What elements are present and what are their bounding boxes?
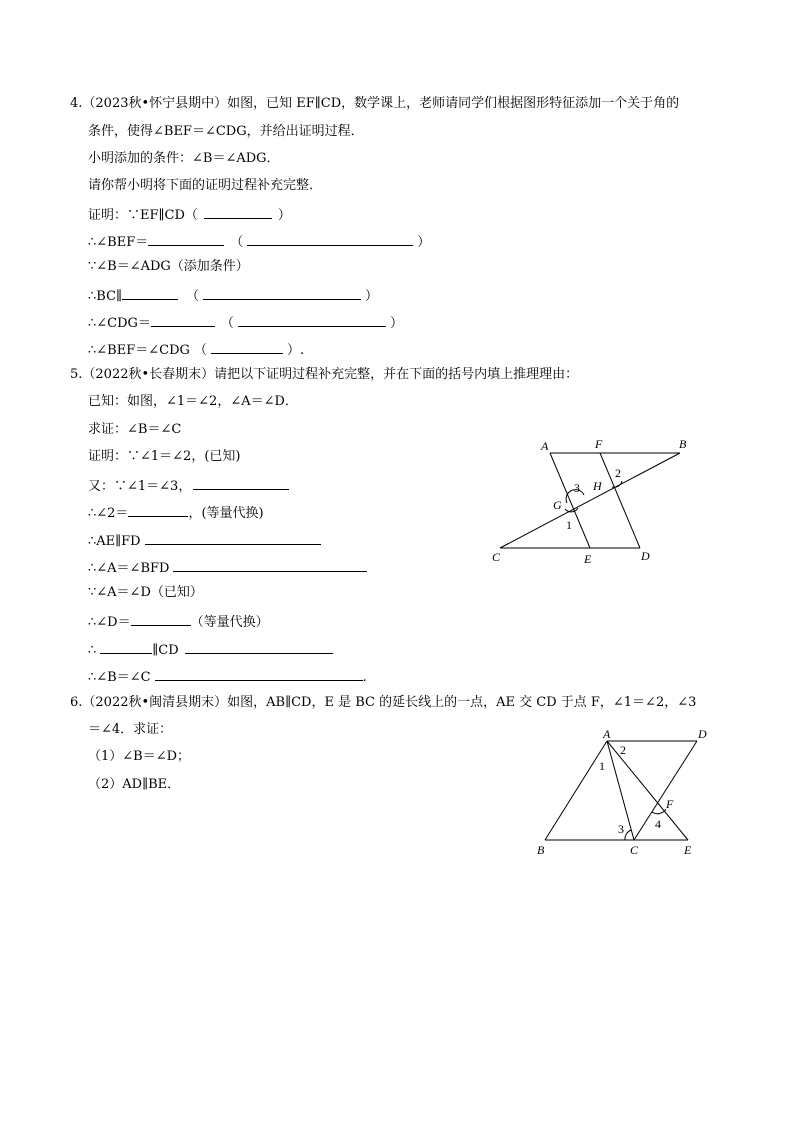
q5-line-8 bbox=[88, 558, 367, 577]
reason-blank[interactable] bbox=[203, 286, 361, 300]
q5-line-5 bbox=[88, 476, 289, 495]
q4-line-2: 条件，使得∠BEF＝∠CDG，并给出证明过程． bbox=[88, 124, 364, 139]
q5-line-10 bbox=[88, 612, 269, 631]
q6-figure bbox=[530, 722, 720, 860]
label-angle-1: 1 bbox=[566, 518, 572, 532]
q4-proof-2-close: ） bbox=[417, 235, 431, 250]
q5-line-11-text: ∴ bbox=[88, 643, 97, 658]
reason-blank[interactable] bbox=[155, 667, 363, 681]
label-E: E bbox=[584, 552, 592, 566]
reason-blank[interactable] bbox=[185, 640, 333, 654]
reason-blank[interactable] bbox=[247, 232, 413, 246]
q5-figure bbox=[480, 430, 710, 575]
q5-line-12 bbox=[88, 667, 367, 686]
label-angle-3: 3 bbox=[618, 822, 624, 836]
answer-blank[interactable] bbox=[151, 313, 215, 327]
label-C: C bbox=[492, 550, 501, 564]
q5-line-11-tail: ∥CD bbox=[152, 643, 179, 658]
q4-line-3: 小明添加的条件：∠B＝∠ADG． bbox=[88, 151, 280, 166]
q4-proof-1-close: ） bbox=[277, 208, 291, 223]
q5-line-4: 证明：∵∠1＝∠2，(已知) bbox=[88, 449, 241, 464]
reason-blank[interactable] bbox=[238, 313, 386, 327]
label-H: H bbox=[593, 479, 602, 493]
q4-proof-5 bbox=[88, 313, 403, 332]
answer-blank[interactable] bbox=[204, 205, 272, 219]
q5-line-12-end: . bbox=[362, 670, 367, 685]
q4-line-1: 4.（2023秋•怀宁县期中）如图，已知 EF∥CD，数学课上，老师请同学们根据图形特征添加一个关于角的 bbox=[70, 96, 680, 111]
q4-proof-6-text: ∴∠BEF＝∠CDG （ bbox=[88, 343, 208, 358]
answer-blank[interactable] bbox=[131, 612, 191, 626]
label-F: F bbox=[666, 797, 674, 811]
q5-line-3: 求证：∠B＝∠C bbox=[88, 422, 182, 437]
q4-proof-5-open: （ bbox=[220, 316, 234, 331]
label-angle-2: 2 bbox=[615, 466, 621, 480]
reason-blank[interactable] bbox=[211, 340, 283, 354]
answer-blank[interactable] bbox=[128, 503, 188, 517]
label-angle-2: 2 bbox=[620, 743, 626, 757]
label-angle-3: 3 bbox=[574, 481, 580, 495]
q4-proof-1-text: 证明：∵EF∥CD（ bbox=[88, 208, 198, 223]
q5-line-11 bbox=[88, 640, 333, 659]
reason-blank[interactable] bbox=[173, 558, 367, 572]
q5-line-7-text: ∴AE∥FD bbox=[88, 534, 141, 549]
q6-line-4: （2）AD∥BE． bbox=[88, 777, 181, 792]
q4-proof-2-open: （ bbox=[230, 235, 244, 250]
q5-line-6 bbox=[88, 503, 264, 522]
q4-proof-4 bbox=[88, 286, 378, 305]
q4-proof-2 bbox=[88, 232, 430, 251]
label-F: F bbox=[595, 437, 603, 451]
q4-proof-4-close: ） bbox=[365, 289, 379, 304]
answer-blank[interactable] bbox=[193, 476, 289, 490]
label-G: G bbox=[553, 498, 562, 512]
q5-line-6-text: ∴∠2＝ bbox=[88, 506, 129, 521]
q5-line-8-text: ∴∠A＝∠BFD bbox=[88, 561, 170, 576]
label-A: A bbox=[541, 439, 549, 453]
q4-proof-3: ∵∠B＝∠ADG（添加条件） bbox=[88, 259, 249, 274]
label-A: A bbox=[603, 727, 611, 741]
label-D: D bbox=[698, 727, 707, 741]
q5-line-10-reason: （等量代换） bbox=[190, 615, 269, 630]
q4-proof-6-close: ）. bbox=[287, 343, 305, 358]
q5-line-7 bbox=[88, 531, 321, 550]
q5-line-2: 已知：如图，∠1＝∠2，∠A＝∠D． bbox=[88, 394, 298, 409]
q4-proof-5-text: ∴∠CDG＝ bbox=[88, 316, 151, 331]
label-angle-1: 1 bbox=[599, 759, 605, 773]
q5-line-6-reason: ，(等量代换) bbox=[188, 506, 264, 521]
q4-proof-6 bbox=[88, 340, 304, 359]
label-B: B bbox=[679, 437, 687, 451]
q5-line-10-text: ∴∠D＝ bbox=[88, 615, 131, 630]
segment-AB bbox=[545, 741, 607, 840]
q5-line-9: ∵∠A＝∠D（已知） bbox=[88, 585, 203, 600]
segment-BC bbox=[500, 453, 680, 548]
q4-proof-4-text: ∴BC∥ bbox=[88, 289, 123, 304]
label-D: D bbox=[641, 549, 650, 563]
q5-line-12-text: ∴∠B＝∠C bbox=[88, 670, 151, 685]
answer-blank[interactable] bbox=[148, 232, 224, 246]
label-C: C bbox=[630, 843, 639, 857]
q4-proof-5-close: ） bbox=[389, 316, 403, 331]
q6-line-1: 6.（2022秋•闽清县期末）如图，AB∥CD，E 是 BC 的延长线上的一点，AE 交 CD 于点 F，∠1＝∠2，∠3 bbox=[70, 695, 697, 710]
label-E: E bbox=[684, 843, 692, 857]
label-B: B bbox=[537, 843, 545, 857]
segment-CD bbox=[634, 741, 697, 840]
q5-line-1: 5.（2022秋•长春期末）请把以下证明过程补充完整，并在下面的括号内填上推理理由： bbox=[70, 367, 579, 382]
reason-blank[interactable] bbox=[145, 531, 321, 545]
angle-arc-3 bbox=[625, 830, 631, 840]
answer-blank[interactable] bbox=[100, 640, 152, 654]
q4-proof-4-open: （ bbox=[186, 289, 200, 304]
angle-arc-4 bbox=[652, 809, 666, 814]
q4-line-4: 请你帮小明将下面的证明过程补充完整． bbox=[88, 178, 323, 193]
label-angle-4: 4 bbox=[655, 817, 661, 831]
q6-line-3: （1）∠B＝∠D； bbox=[88, 749, 191, 764]
q5-line-5-text: 又：∵∠1＝∠3， bbox=[88, 479, 192, 494]
q4-proof-2-text: ∴∠BEF＝ bbox=[88, 235, 149, 250]
q4-proof-1 bbox=[88, 205, 291, 224]
q6-line-2: ＝∠4．求证： bbox=[88, 722, 173, 737]
answer-blank[interactable] bbox=[122, 286, 178, 300]
